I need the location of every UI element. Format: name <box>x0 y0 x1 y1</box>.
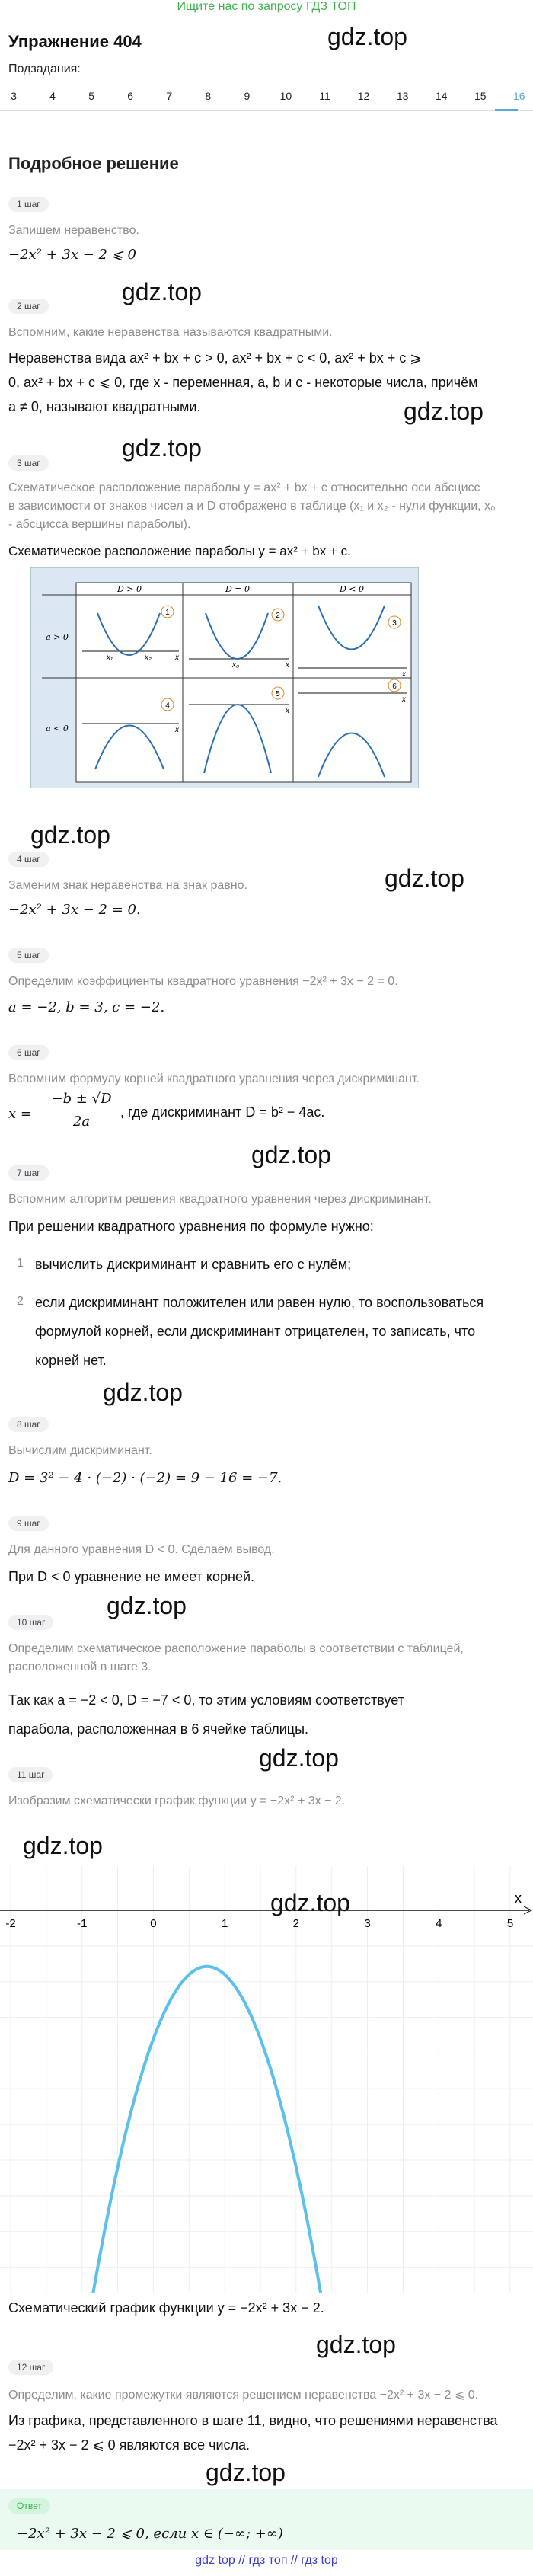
step-badge: 7 шаг <box>8 1165 49 1181</box>
solution-title: Подробное решение <box>8 154 179 173</box>
watermark: gdz.top <box>122 278 202 305</box>
step-math: D = 3² − 4 · (−2) · (−2) = 9 − 16 = −7. <box>8 1470 282 1486</box>
parabola-curve <box>89 1967 323 2293</box>
tabs-divider <box>0 110 533 111</box>
step-text: Неравенства вида ax² + bx + c > 0, ax² + bx + c < 0, ax² + bx + c ⩾ <box>8 350 422 366</box>
step-caption: Определим коэффициенты квадратного уравнения −2x² + 3x − 2 = 0. <box>8 975 398 988</box>
search-hint-link[interactable]: Ищите нас по запросу ГДЗ ТОП <box>177 0 356 13</box>
watermark: gdz.top <box>270 1889 350 1916</box>
step-text: парабола, расположенная в 6 ячейке таблицы. <box>8 1721 309 1737</box>
watermark: gdz.top <box>30 821 110 849</box>
step-caption: Вспомним, какие неравенства называются квадратными. <box>8 326 333 339</box>
step-caption: Вспомним алгоритм решения квадратного уравнения через дискриминант. <box>8 1193 432 1206</box>
step-text: −2x² + 3x − 2 ⩽ 0 являются все числа. <box>8 2437 251 2453</box>
x-tick-label: 0 <box>150 1917 157 1930</box>
tab-subtask[interactable]: 14 <box>435 90 448 102</box>
step-badge: 9 шаг <box>8 1516 49 1531</box>
tab-subtask[interactable]: 3 <box>11 90 17 102</box>
list-item: формулой корней, если дискриминант отрицателен, то записать, что <box>35 1324 476 1339</box>
step-caption: - абсцисса вершины параболы). <box>8 518 191 531</box>
step-caption: Для данного уравнения D < 0. Сделаем вывод. <box>8 1543 275 1556</box>
step-caption: в зависимости от знаков чисел a и D отображено в таблице (x₁ и x₂ - нули функции, x₀ <box>8 500 496 513</box>
svg-text:x₂: x₂ <box>145 654 152 662</box>
svg-text:x: x <box>175 726 179 734</box>
step-badge: 11 шаг <box>8 1767 53 1782</box>
table-cell-num: 1 <box>165 609 170 617</box>
x-tick-label: -2 <box>5 1917 16 1930</box>
watermark: gdz.top <box>107 1592 187 1619</box>
subtasks-label: Подзадания: <box>8 62 81 75</box>
tab-subtask[interactable]: 5 <box>88 90 95 102</box>
x-tick-label: 5 <box>506 1917 514 1930</box>
step-caption: Определим схематическое расположение параболы в соответствии с таблицей, <box>8 1642 464 1655</box>
list-item: корней нет. <box>35 1353 107 1368</box>
svg-text:x: x <box>286 707 289 715</box>
table-col-header: D = 0 <box>225 584 251 594</box>
table-row-header: a > 0 <box>46 632 69 642</box>
watermark: gdz.top <box>404 398 484 425</box>
watermark: gdz.top <box>206 2459 286 2486</box>
tab-subtask[interactable]: 6 <box>127 90 134 102</box>
tab-subtask[interactable]: 11 <box>319 90 330 102</box>
table-cell-num: 3 <box>392 619 397 628</box>
watermark: gdz.top <box>122 434 202 462</box>
formula-numerator: −b ± √D <box>51 1091 112 1107</box>
tab-subtask[interactable]: 8 <box>205 90 212 102</box>
step-badge: 10 шаг <box>8 1615 53 1630</box>
parabola-table-image <box>30 567 419 788</box>
table-cell-num: 5 <box>276 690 280 698</box>
table-cell-num: 6 <box>392 682 397 691</box>
step-text: Схематическое расположение параболы y = ax² + bx + c. <box>8 544 351 558</box>
formula-denominator: 2a <box>72 1114 91 1130</box>
list-number: 1 <box>17 1257 24 1270</box>
step-caption: Вспомним формулу корней квадратного уравнения через дискриминант. <box>8 1072 420 1085</box>
step-badge: 8 шаг <box>8 1417 49 1432</box>
watermark: gdz.top <box>23 1832 103 1859</box>
step-caption: расположенной в шаге 3. <box>8 1660 152 1673</box>
tab-subtask[interactable]: 15 <box>474 90 487 102</box>
step-math: a = −2, b = 3, c = −2. <box>8 999 165 1015</box>
tab-subtask-active[interactable]: 16 <box>513 90 525 102</box>
watermark: gdz.top <box>327 23 407 50</box>
list-item: если дискриминант положителен или равен нулю, то воспользоваться <box>35 1295 484 1310</box>
step-caption: Запишем неравенство. <box>8 224 139 237</box>
step-text: При решении квадратного уравнения по формуле нужно: <box>8 1219 374 1234</box>
answer-badge: Ответ <box>8 2498 50 2514</box>
step-math: −2x² + 3x − 2 ⩽ 0 <box>8 247 136 263</box>
footer-links[interactable]: gdz top // гдз топ // гдз top <box>195 2554 338 2567</box>
tab-subtask[interactable]: 4 <box>49 90 56 102</box>
x-tick-label: 4 <box>436 1917 442 1930</box>
watermark: gdz.top <box>385 865 464 892</box>
tab-subtask[interactable]: 12 <box>357 90 370 102</box>
step-badge: 5 шаг <box>8 948 49 963</box>
step-caption: Определим, какие промежутки являются решением неравенства −2x² + 3x − 2 ⩽ 0. <box>8 2389 479 2402</box>
tab-subtask[interactable]: 9 <box>244 90 251 102</box>
tab-subtask[interactable]: 13 <box>396 90 409 102</box>
watermark: gdz.top <box>251 1141 331 1168</box>
step-text: Схематический график функции y = −2x² + 3x − 2. <box>8 2300 324 2316</box>
table-row-header: a < 0 <box>46 724 69 733</box>
subtask-tabs <box>0 90 533 113</box>
step-caption: Вычислим дискриминант. <box>8 1444 152 1457</box>
x-tick-label: 1 <box>221 1917 228 1930</box>
table-col-header: D < 0 <box>339 584 365 594</box>
step-badge: 2 шаг <box>8 299 49 314</box>
x-tick-label: -1 <box>77 1917 88 1930</box>
svg-text:x₁: x₁ <box>107 654 113 662</box>
x-tick-label: 3 <box>364 1917 371 1930</box>
list-item: вычислить дискриминант и сравнить его с нулём; <box>35 1257 352 1272</box>
formula-tail: , где дискриминант D = b² − 4ac. <box>120 1104 325 1120</box>
table-cell-num: 2 <box>276 612 280 620</box>
table-cell-num: 4 <box>165 702 170 710</box>
svg-text:x: x <box>286 661 289 670</box>
step-caption: Изобразим схематически график функции y = −2x² + 3x − 2. <box>8 1795 346 1807</box>
step-badge: 12 шаг <box>8 2360 53 2375</box>
answer-text: −2x² + 3x − 2 ⩽ 0, если x ∈ (−∞; +∞) <box>17 2526 283 2542</box>
step-text: 0, ax² + bx + c ⩽ 0, где x - переменная, a, b и c - некоторые числа, причём <box>8 375 478 390</box>
step-text: При D < 0 уравнение не имеет корней. <box>8 1569 255 1584</box>
x-axis-label: x <box>515 1890 522 1906</box>
step-caption: Заменим знак неравенства на знак равно. <box>8 879 247 892</box>
watermark: gdz.top <box>316 2331 396 2358</box>
active-tab-indicator <box>495 109 518 111</box>
list-number: 2 <box>17 1295 24 1308</box>
step-text: a ≠ 0, называют квадратными. <box>8 399 201 414</box>
svg-text:x: x <box>175 654 179 662</box>
step-badge: 4 шаг <box>8 852 49 867</box>
svg-text:x₀: x₀ <box>232 661 240 670</box>
formula-x: x = <box>8 1106 32 1122</box>
tab-subtask[interactable]: 10 <box>279 90 292 102</box>
function-graph <box>0 1866 533 2293</box>
step-badge: 6 шаг <box>8 1045 49 1060</box>
step-math: −2x² + 3x − 2 = 0. <box>8 902 141 918</box>
exercise-title: Упражнение 404 <box>8 32 142 51</box>
watermark: gdz.top <box>103 1379 183 1406</box>
step-text: Из графика, представленного в шаге 11, видно, что решениями неравенства <box>8 2413 498 2428</box>
x-tick-label: 2 <box>292 1917 300 1930</box>
table-col-header: D > 0 <box>116 584 142 594</box>
step-badge: 3 шаг <box>8 455 49 471</box>
watermark: gdz.top <box>259 1744 339 1772</box>
tab-subtask[interactable]: 7 <box>166 90 173 102</box>
step-caption: Схематическое расположение параболы y = ax² + bx + c относительно оси абсцисс <box>8 481 480 494</box>
step-text: Так как a = −2 < 0, D = −7 < 0, то этим условиям соответствует <box>8 1692 404 1708</box>
step-badge: 1 шаг <box>8 197 49 212</box>
svg-text:x: x <box>402 695 406 704</box>
svg-text:x: x <box>402 670 406 679</box>
